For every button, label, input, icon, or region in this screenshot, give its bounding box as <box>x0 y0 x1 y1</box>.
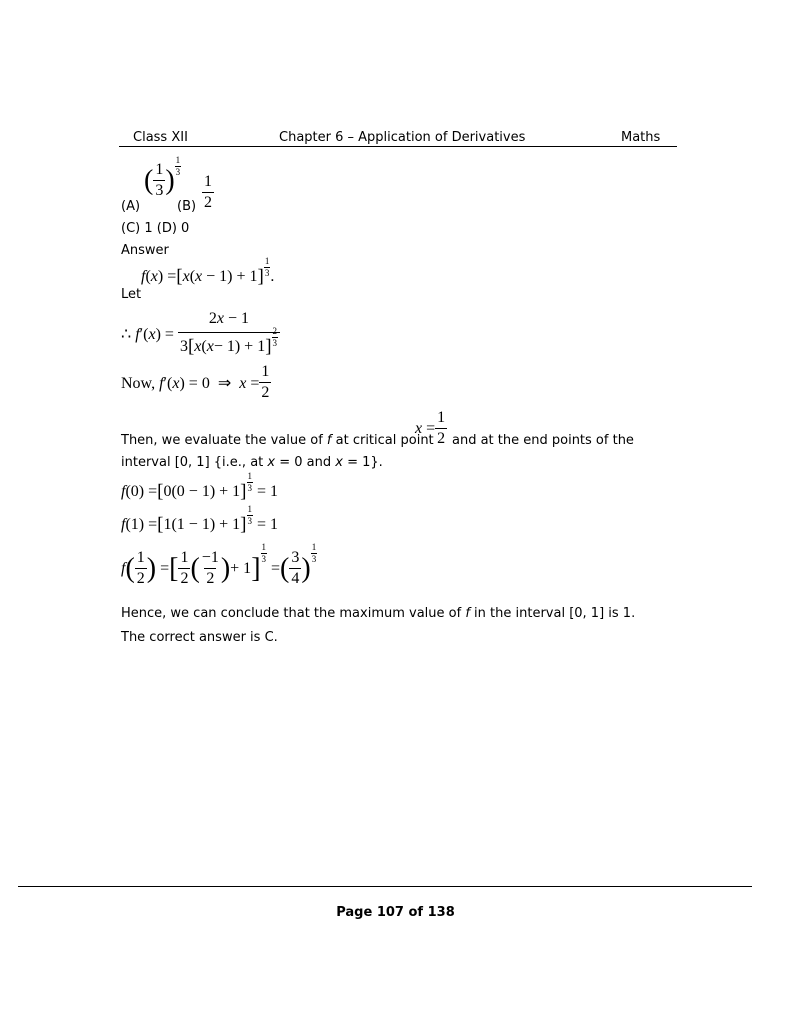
f-of-half: f ( $\frac{1}{2}$ ) = [ $\frac{1}{2}$ ( $\frac{-1}{2}$ ) + 1 ] $\frac{1}{3}$ = ( $\frac{3}{4}$ ) $\frac{1}{3}$ <box>121 542 317 587</box>
option-a-label: (A) <box>121 199 141 214</box>
header-subject: Maths <box>621 130 661 145</box>
header-chapter: Chapter 6 – Application of Derivatives <box>279 130 526 145</box>
f-of-0: f(0) = [ 0(0 − 1) + 1 ] $\frac{1}{3}$ = 1 <box>121 470 279 502</box>
sentence-text: = 1}. <box>342 455 383 470</box>
footer-rule <box>18 886 752 887</box>
option-a-math: ( $\frac{1}{3}$ ) $\frac{1}{3}$ <box>144 155 181 199</box>
f-of-1: f(1) = [ 1(1 − 1) + 1 ] $\frac{1}{3}$ = 1 <box>121 503 279 535</box>
option-b-math: $\frac{1}{2}$ <box>204 173 212 211</box>
sentence-text: = 0 and <box>275 455 336 470</box>
derivative-equation: ∴ f′(x) = 2x − 1 3 [ x ( x − 1) + 1 ] $\frac{2}{3}$ <box>121 311 280 356</box>
page-number: Page 107 of 138 <box>336 905 455 920</box>
sentence-text: at critical point <box>331 433 434 448</box>
sentence-text: Then, we evaluate the value of <box>121 433 327 448</box>
sentence-text: interval [0, 1] {i.e., at <box>121 455 268 470</box>
function-definition: f(x) = [ x(x − 1) + 1 ] $\frac{1}{3}$ . <box>141 255 275 287</box>
critical-point-sentence-end: and at the end points of the <box>452 433 634 448</box>
sentence-text: Hence, we can conclude that the maximum value of <box>121 606 466 621</box>
header-rule <box>119 146 677 147</box>
var-f: f <box>326 433 332 448</box>
var-x: x <box>267 455 276 470</box>
var-f: f <box>465 606 470 621</box>
header-class: Class XII <box>133 130 188 145</box>
conclusion-sentence <box>121 603 635 625</box>
sentence-text: in the interval [0, 1] is 1. <box>469 606 636 621</box>
answer-label: Answer <box>121 243 169 258</box>
options-c-d: (C) 1 (D) 0 <box>121 221 190 236</box>
var-x: x <box>335 455 343 470</box>
correct-answer: The correct answer is C. <box>121 630 278 645</box>
let-label: Let <box>121 287 142 302</box>
critical-point-equation: Now, f′(x) = 0 ⇒ x = $\frac{1}{2}$ <box>121 363 270 401</box>
option-b-label: (B) <box>177 199 197 214</box>
critical-point-sentence <box>121 430 434 452</box>
critical-point-math: x = $\frac{1}{2}$ <box>415 409 446 447</box>
